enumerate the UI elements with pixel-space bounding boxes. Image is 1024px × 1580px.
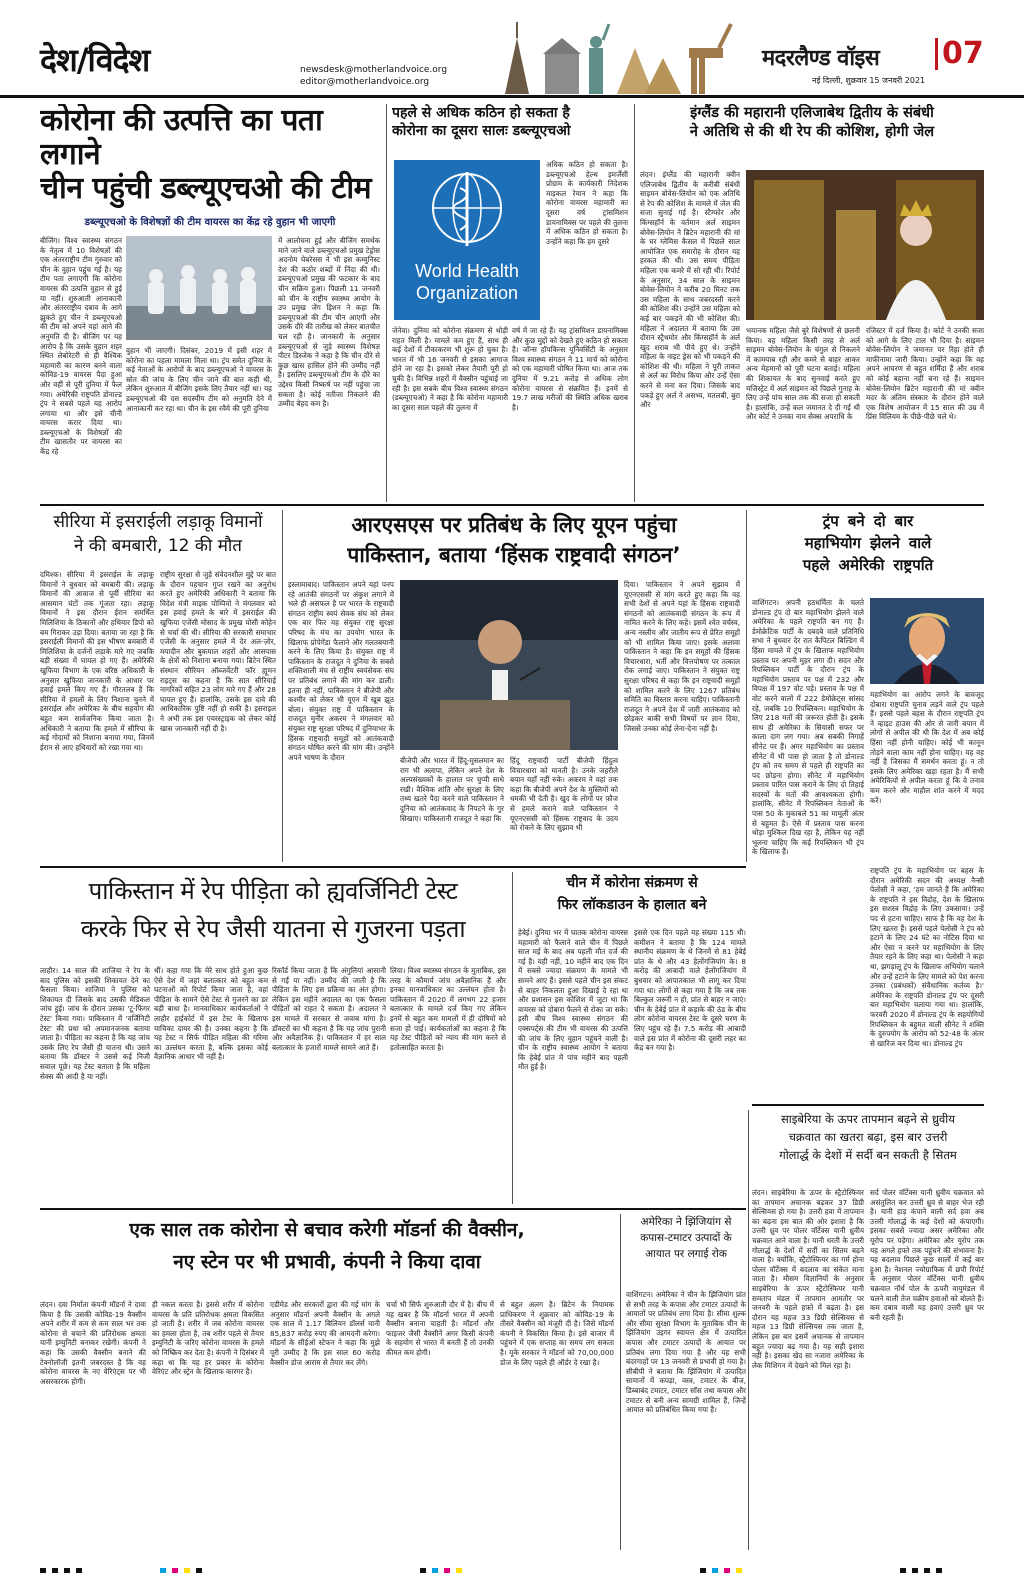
china-lockdown-headline-line2: फिर लॉकडाउन के हालात बने — [557, 897, 707, 913]
editor-email[interactable]: editor@motherlandvoice.org — [300, 77, 430, 87]
who-team-col2: वुहान भी जाएगी। दिसंबर, 2019 में इसी शहर में कोरोना का पहला मामला मिला था। ट्रंप समेत दुनिया के कई नेताओं के आरोपों के बाद डब्ल्यूएचओ ने वायरस के स्रोत की जांच के लिए चीन जाने की बात कही थी, लेकिन शुरुआत में बीजिंग इसके लिए तैयार नहीं था। यह डब्ल्यूएचओ की दस सदस्यीय टीम को अनुमति देने में आनाकानी कर रहा था। चीन के इस रवैये की पूरी दुनिया — [126, 346, 272, 413]
who-logo-line1: World Health — [415, 261, 519, 281]
syria-headline-line1: सीरिया में इसराईली लड़ाकू विमानों — [53, 512, 263, 532]
moderna-col2: ही नकल करता है। इससे शरीर में कोरोना वायरस के प्रति प्रतिरोधक क्षमता विकसित हो जाती है। शरीर में जब कोरोना वायरस का हमला होता है, तब शरीर पहले से तैयार इम्युनिटी के जरिए कोरोना वायरस के हमले को निष्क्रिय कर देता है। कंपनी ने दिसंबर में कहा था कि यह हर प्रकार के कोरोना वेरिएंट और स्ट्रेन के खिलाफ कारगर है। — [152, 1300, 264, 1377]
who-second-year-col2: वर्ष में जा रहे हैं। यह ट्रांसमिशन डायनामिक्स और कुछ मुद्दों को देखते हुए कठिन हो सकता है। जॉन्स हॉपकिन्स यूनिवर्सिटी के अनुसार विश्व स्वास्थ्य संगठन ने 11 मार्च को कोरोना को एक महामारी घोषित किया था। आज तक दुनिया में 9.21 करोड़ से अधिक लोग कोरोना वायरस से संक्रमित हैं। इनमें से 19.7 लाख मरीजों की स्थिति अधिक खराब है। — [512, 326, 628, 412]
moderna-col4: चर्चा भी सिर्फ शुरुआती दौर में है। बीच में यह खबर है कि मॉडर्ना भारत में अपनी वैक्सीन बनाना चाहती है। मॉडर्ना और फाइजर जैसी वैक्सीनें अगर किसी कंपनी के सहयोग से भारत में बनती हैं तो उनकी कीमत कम होगी। — [386, 1300, 494, 1357]
rss-col1: इस्लामाबाद। पाकिस्तान अपने यहां पनप रहे आतंकी संगठनों पर अंकुश लगाने में भले ही असफल है पर भारत के राष्ट्रवादी संगठन राष्ट्रीय स्वयं सेवक संघ को लेकर एक बार फिर यह संयुक्त राष्ट्र सुरक्षा परिषद के मंच का उपयोग भारत के खिलाफ प्रोपेगेंडा फैलाने और गलतबयानी करने के लिए किया है। संयुक्त राष्ट्र में पाकिस्तान के राजदूत ने दुनिया के सबसे शक्तिशाली मंच से राष्ट्रीय स्वयंसेवक संघ पर प्रतिबंध लगाने की मांग कर डाली। इतना ही नहीं, पाकिस्तान ने बीजेपी और कश्मीर को लेकर भी यूएन में खूब झूठ बोला। संयुक्त राष्ट्र में पाकिस्तान के राजदूत मुनीर अकरम ने मंगलवार को संयुक्त राष्ट्र सुरक्षा परिषद में दुनियाभर के हिंसक राष्ट्रवादी समूहों को आतंकवादी संगठन घोषित करने की मांग की। उन्होंने अपने भाषण के दौरान — [288, 580, 394, 762]
moderna-headline-line2: नए स्टेन पर भी प्रभावी, कंपनी ने किया दावा — [173, 1251, 481, 1273]
who-team-col3: में आलोचना हुई और बीजिंग समर्थक माने जाने वाले डब्ल्यूएचओ प्रमुख टेड्रोस अदनोम घेबरेसस ने भी इस कम्युनिस्ट देश की कठोर शब्दों में निंदा की थी। डब्ल्यूएचओ प्रमुख की फटकार के बाद चीन सक्रिय हुआ। पिछली 11 जनवरी को चीन के राष्ट्रीय स्वास्थ्य आयोग के उप प्रमुख जेंग इिशन ने कहा कि डब्ल्यूएचओ की टीम चीन आएगी और उसके दौरे की तारीख को लेकर बातचीत चल रही है। जानकारी के अनुसार डब्ल्यूएचओ से जुड़े स्वास्थ्य विशेषज्ञ पीटर डिस्जेक ने कहा है कि चीन दौरे से कुछ खास हासिल होने की उम्मीद नहीं है। इसलिए डब्ल्यूएचओ टीम के दौरे का उद्देश्य किसी निष्कर्ष पर नहीं पहुंचा जा सकता है। कोई नतीजा निकलने की उम्मीद बेहद कम है। — [278, 236, 380, 409]
masthead — [0, 0, 1024, 98]
trump-col3: राष्ट्रपति ट्रंप के महाभियोग पर बहस के दौरान अमेरिकी सदन की अध्यक्ष नैन्सी पेलोसी ने कहा, 'हम जानते हैं कि अमेरिका के राष्ट्रपति ने इस विद्रोह, देश के खिलाफ इस सशस्त्र विद्रोह के लिए उकसाया। उन्हें पद से हटना चाहिए। साफ है कि वह देश के लिए खतरा हैं। इससे पहले पेलोसी ने ट्रंप को हटाने के लिए 24 घंटे का नोटिस दिया था और ऐसा न करने पर महाभियोग के लिए तैयार रहने के लिए कहा था। पेलोसी ने कहा था, झगड़ालू ट्रंप के खिलाफ अभियोग चलाने और उन्हें हटाने के लिए मामले को पेश करना उनका (प्रबंधकों) संवैधानिक कर्तव्य है।' अमेरिका के राष्ट्रपति डोनाल्ड ट्रंप पर दूसरी बार महाभियोग चलाया गया था। हालांकि, फरवरी 2020 में डोनाल्ड ट्रंप के सहयोगियों रिपब्लिकन के बहुमत वाली सीनेट ने शक्ति के दुरुपयोग के आरोप को 52-48 के अंतर से खारिज कर दिया था। डोनाल्ड ट्रंप — [870, 866, 984, 1048]
moderna-headline — [40, 1214, 614, 1278]
syria-headline-line2: ने की बमबारी, 12 की मौत — [73, 536, 242, 556]
column-rule — [634, 104, 635, 502]
queen-article — [640, 104, 984, 164]
siberia-col2: सर्द पोलर वॉर्टेक्स यानी ध्रुवीय चक्रवात को असंतुलित कर उत्तरी ध्रुव से बाहर भेज रही है। यानी हाड़ कंपाने वाली सर्द हवा अब उत्तरी गोलार्द्ध के कई देशों को कंपाएगी। इसका सबसे ज्यादा असर अमेरिका और यूरोप पर पड़ेगा। अमेरिका और यूरोप तक यह अगले हफ्ते तक पहुंचने की संभावना है। यह बदलाव पिछले कुछ सालों में कई बार हुआ है। नेशनल ज्योग्राफिक में छपी रिपोर्ट के अनुसार पोलर वॉर्टेक्स यानी ध्रुवीय चक्रवात नॉर्थ पोल के ऊपरी वायुमंडल में चलने वाली तेज चक्रीय हवाओं को बोलते हैं। कम दबाव वाली यह हवाएं उत्तरी ध्रुव पर बनी रहती हैं। — [870, 1188, 984, 1322]
siberia-headline — [752, 1110, 984, 1164]
who-emblem-icon — [394, 160, 540, 256]
who-team-subhead: डब्ल्यूएचओ के विशेषज्ञों की टीम वायरस का केंद्र रहे वुहान भी जाएगी — [84, 217, 336, 228]
rss-col4: हिंदू राष्ट्रवादी पार्टी बीजेपी हिंदुत्व विचारधारा को मानती है। उनके जहरीले बयान यहाँ नहीं रुके। अकरम ने यहां तक कहा कि बीजेपी अपने देश के मुस्लिमों को धमकी भी देती है। खुद के लोगों पर फ़ौज से हमले कराने वाले पाकिस्तान ने यूएनएससी को हिंसक राष्ट्रवाद के उदय को रोकने के लिए सुझाव भी — [510, 756, 618, 833]
cotton-headline-line2: कपास-टमाटर उत्पादों के — [640, 1232, 732, 1244]
dateline: नई दिल्ली, शुक्रवार 15 जनवरी 2021 — [812, 76, 926, 85]
who-second-year-col-right: अधिक कठिन हो सकता है। डब्ल्यूएचओ हेल्थ इमर्जेंसी प्रोग्राम के कार्यकारी निदेशक माइकल रेयान ने कहा कि कोरोना वायरस महामारी का दूसरा वर्ष ट्रांसमिशन डायनामिक्स पर पहले की तुलना में अधिक कठिन हो सकता है। उन्होंने कहा कि हम दूसरे — [546, 160, 628, 246]
queen-headline-line2: ने अतिथि से की थी रेप की कोशिश, होगी जेल — [689, 124, 935, 140]
siberia-headline-line3: गोलार्द्ध के देशों में सर्दी बन सकती है सितम — [779, 1148, 957, 1162]
queen-headline — [640, 104, 984, 142]
trump-headline-line1: ट्रंप बने दो बार — [822, 512, 914, 530]
china-lockdown-col1: हेबेई। दुनिया भर में घातक कोरोना वायरस महामारी को फैलाने वाले चीन में पिछले साल मई के बाद अब पहली मौत दर्ज की गई है। यही नहीं, 10 महीने बाद एक दिन में सबसे ज्यादा संक्रमण के मामले भी सामने आए हैं। इससे पहले चीन इस संकट से बाहर निकलता हुआ दिखाई दे रहा था और प्रशासन इस कोशिश में जुटा था कि वायरस को दोबारा फैलने से रोका जा सके। इसी बीच विश्व स्वास्थ्य संगठन की एक्सपर्ट्स की टीम भी वायरस की उत्पत्ति की जांच के लिए वुहान पहुंचने वाली है। चीन के राष्ट्रीय स्वास्थ्य आयोग ने बताया कि हेबेई प्रांत में पांच महीने बाद पहली मौत हुई है। — [518, 928, 628, 1072]
column-rule — [746, 510, 747, 862]
who-team-headline-line1: कोरोना की उत्पत्ति का पता लगाने — [40, 104, 323, 172]
trump-headline-line2: महाभियोग झेलने वाले — [804, 534, 932, 552]
rss-col3: बीजेपी और भारत में हिंदू-मुसलमान का राग भी अलापा, लेकिन अपने देश के अल्पसंख्यकों के हालात पर चुप्पी साधे रखी। वैश्विक शांति और सुरक्षा के लिए तथ्य खतरे पैदा करने वाले पाकिस्तान ने दुनिया को आतंकवाद के निपटने के गुर सिखाए। पाकिस्तानी राजदूत ने कहा कि — [400, 756, 504, 823]
trump-col1: वाशिंगटन। अपनी हठधर्मिता के चलते डोनाल्ड ट्रंप दो बार महाभियोग झेलने वाले अमेरिका के पहले राष्ट्रपति बन गए हैं। डेमोक्रेटिक पार्टी के दबदबे वाले प्रतिनिधि सभा ने बुधवार देर रात कैपिटल बिल्डिंग में हिंसा मामले में ट्रंप के खिलाफ महाभियोग प्रस्ताव पर अपनी मुहर लगा दी। सदन और रिपब्लिकन पार्टी के दौरान ट्रंप के महाभियोग प्रस्ताव पर पक्ष में 232 और विपक्ष में 197 वोट पड़े। प्रस्ताव के पक्ष में वोट करने वालों में 222 डेमोक्रेट्स सांसद रहे, जबकि 10 रिपब्लिकन। महाभियोग के लिए 218 मतों की जरूरत होती है। इसके साथ ही अमेरिका के सियासी सफर पर काला दाग लग गया। अब सबकी निगाहें सीनेट पर हैं। अगर महाभियोग का प्रस्ताव सीनेट में भी पास हो जाता है तो डोनाल्ड ट्रंप को तय समय से पहले ही राष्ट्रपति का पद छोड़ना होगा। सीनेट में महाभियोग प्रस्ताव पारित पास कराने के लिए दो तिहाई सदस्यों के मतों की आवश्यकता होगी। हालांकि, सीनेट में रिपब्लिकन नेताओं के पास 50 के मुकाबले 51 का मामूली अंतर से बहुमत है। ऐसे में प्रस्ताव पास करना थोड़ा मुश्किल दिख रहा है, लेकिन यह नहीं भूलना चाहिए कि कई रिपब्लिकन भी ट्रंप के खिलाफ हैं। — [752, 598, 864, 857]
pakistan-test-headline-line1: पाकिस्तान में रेप पीड़िता को ह्यवर्जिनिटी टेस्ट — [88, 877, 458, 905]
un-speaker-photo — [400, 580, 618, 750]
who-second-year-headline-line2: कोरोना का दूसरा सालः डब्ल्यूएचओ — [392, 123, 571, 139]
page-number: 07 — [935, 38, 984, 70]
column-rule — [620, 1214, 621, 1550]
section-rule — [40, 1208, 746, 1210]
syria-article — [40, 510, 276, 566]
rss-article — [288, 510, 740, 576]
who-second-year-headline — [392, 104, 630, 140]
pakistan-test-col3: रिकॉर्ड किया जाता है कि अंगुलियां आसानी से गईं या नहीं। उम्मीद की जाती है कि पीड़िता के लिए इस प्रक्रिया का अंत होगा। लेकिन इस महीने अदालत का एक फैसला पीड़ितों को राहत दे सकता है। अदालत ने इस मामले में सरकार से जवाब मांगा है। डॉक्टरों का भी कहना है कि यह जांच पुरानी और अवैज्ञानिक है। पाकिस्तान में हर साल बलात्कार के हजारों मामले सामने आते हैं। — [272, 966, 386, 1052]
column-rule — [748, 1110, 749, 1550]
queen-col3: रजिस्टर में दर्ज किया है। कोर्ट ने उनकी सजा को आगे के लिए टाल भी दिया है। साइमन बोवेस-लियोन ने जमानत पर रिहा होते ही माफीनामा जारी किया। उन्होंने कहा कि वह अपने आचरण से बहुत शर्मिंदा हैं और शराब को कोई बहाना नहीं बना रहे हैं। साइमन बोवेस-लियोन ब्रिटेन महारानी की मां क्वीन मदर के अंतिम संस्कार के दौरान होने वाले एक विशेष आयोजन में 15 साल की उम्र में प्रिंस विलियम के पीछे-पीछे चले थे। — [866, 326, 984, 422]
syria-col1: दमिश्क। सीरिया में इसराईल के लड़ाकू विमानों ने बुधवार को बमबारी की। लड़ाकू विमानों की आवाज से पूर्वी सीरिया का आसमान घंटों तक गूंजता रहा। लड़ाकू विमानों ने इस दौरान ईरान समर्थित मिलिशिया के ठिकानों और हथियार डिपो को बम गिराकर उड़ा दिया। बताया जा रहा है कि इसराईली विमानों की इस भीषण बमबारी में मिलिशिया के दर्जनों लड़ाके मारे गए जबकि बड़ी संख्या में घायल हो गए हैं। अमेरिकी खुफिया विभाग के एक वरिष्ठ अधिकारी के अनुसार खुफिया जानकारी के आधार पर हवाई हमले किए गए हैं। गौरतलब है कि सीरिया में हमलों के लिए निशाना चुनने में इसराईल और अमेरिका के बीच सहयोग की बहुत कम सार्वजनिक किया जाता है। अधिकारी ने बताया कि हमले में सीरिया के कई गोदामों को निशाना बनाया गया, जिनमें ईरान से आए हथियारों को रखा गया था। — [40, 570, 154, 752]
china-lockdown-headline-line1: चीन में कोरोना संक्रमण से — [566, 875, 698, 891]
siberia-headline-line2: चक्रवात का खतरा बढ़ा, इस बार उत्तरी — [788, 1130, 948, 1144]
pakistan-test-headline — [40, 872, 506, 948]
trump-headline — [752, 510, 984, 576]
print-registration-marks — [0, 1560, 1024, 1580]
syria-col2: राष्ट्रीय सुरक्षा से जुड़े संवेदनशील मुद्दे पर बात के दौरान पहचान गुप्त रखने का अनुरोध करते हुए अमेरिकी अधिकारी ने बताया कि विदेश मंत्री माइक पोम्पियो ने मंगलवार को इस हवाई हमले के बारे में इसराईल की खुफिया एजेंसी मोसाद के प्रमुख योसी कोहेन से चर्चा की थी। सीरिया की सरकारी समाचार एजेंसी के अनुसार हमले में देर अल-ज़ोर, मयादीन और बुकमाल शहरों और आसपास के क्षेत्रों को निशाना बनाया गया। ब्रिटेन स्थित संस्थान सीरियन ऑब्जर्वेटरी फॉर ह्यूमन राइट्स का कहना है कि सात सीरियाई नागरिकों सहित 23 लोग मारे गए हैं और 28 घायल हुए हैं। हालांकि, उसके इस दावे की आधिकारिक पुष्टि नहीं हो सकी है। इसराइल ने अभी तक इस एयरस्ट्राइक को लेकर कोई खास जानकारी नहीं दी है। — [160, 570, 276, 733]
rss-headline-line2: पाकिस्तान, बताया ‘हिंसक राष्ट्रवादी संगठन’ — [347, 543, 681, 567]
china-lockdown-article — [518, 872, 746, 924]
pakistan-test-col4: लिया। विश्व स्वास्थ्य संगठन के मुताबिक, इस तरह के कौमार्य जांच अवैज्ञानिक हैं और इनका मानवाधिकार का उल्लंघन होता है। पाकिस्तान में 2020 में लगभग 22 हजार बलात्कार के मामले दर्ज किए गए लेकिन इनमें से बहुत कम मामलों में ही दोषियों को सजा हो पाई। कार्यकर्ताओं का कहना है कि यह टेस्ट पीड़ितों को न्याय की मांग करने से हतोत्साहित करता है। — [390, 966, 506, 1052]
who-second-year-headline-line1: पहले से अधिक कठिन हो सकता है — [392, 105, 570, 121]
section-rule — [40, 504, 984, 506]
who-team-photo — [126, 236, 272, 340]
cotton-headline — [626, 1214, 746, 1262]
who-team-headline-line2: चीन पहुंची डब्ल्यूएचओ की टीम — [40, 171, 372, 206]
china-lockdown-headline — [518, 872, 746, 916]
trump-col2: महाभियोग का आरोप लगने के बावजूद दोबारा राष्ट्रपति चुनाव लड़ने वाले ट्रंप पहले हैं। इससे पहले बहस के दौरान राष्ट्रपति ट्रंप ने व्हाइट हाउस की ओर से जारी बयान में लोगों से अपील की थी कि देश में अब कोई हिंसा नहीं होनी चाहिए। कोई भी कानून तोड़ने वाला काम नहीं होना चाहिए। यह वह नहीं है जिसका मैं समर्थन करता हूं। न तो इसके लिए अमेरिका खड़ा रहता है। मैं सभी अमेरिकियों से अपील करता हूं कि वे तनाव कम करने और माहौल शांत करने में मदद करें। — [870, 690, 984, 805]
cotton-article — [626, 1214, 746, 1286]
column-rule — [386, 104, 387, 502]
siberia-headline-line1: साइबेरिया के ऊपर तापमान बढ़ने से ध्रुवीय — [781, 1112, 955, 1126]
trump-photo — [870, 598, 984, 684]
brand-name: मदरलैण्ड वॉइस — [762, 46, 880, 71]
siberia-article — [752, 1110, 984, 1184]
who-second-year-col1: जेनेवा। दुनिया को कोरोना संक्रमण से थोड़ी राहत मिली है। मामले कम हुए हैं, साथ ही कई देशों में टीकाकरण भी शुरू हो चुका है। भारत में भी 16 जनवरी से इसका आगाज होने जा रहा है। इसको लेकर तैयारी पूरी हो चुकी है। विभिन्न शहरों में वैक्सीन पहुंचाई जा रही है। इस सबके बीच विश्व स्वास्थ्य संगठन (डब्ल्यूएचओ) ने कहा है कि कोरोना महामारी का दूसरा साल पहले की तुलना में — [392, 326, 508, 412]
moderna-col1: लंदन। दवा निर्माता कंपनी मॉडर्ना ने दावा किया है कि उसकी कोविड-19 वैक्सीन अपने शरीर में कम से कम साल भर तक कोरोना से बचाने की प्रतिरोधक क्षमता यानी इम्युनिटी बनाकर रखेगी। कंपनी ने कहा कि उसकी वैक्सीन बनाने की टेक्नोलॉजी इतनी जबरदस्त है कि वह कोरोना वायरस के नए वेरिएंट्स पर भी असरकारक होगी। — [40, 1300, 146, 1386]
china-lockdown-col2: इससे एक दिन पहले यह संख्या 115 थी। कमीशन ने बताया है कि 124 मामले स्थानीय संक्रमण के थे जिनमें से 81 हेबेई प्रांत के थे और 43 हेलोंगजियांग के। 8 करोड़ की आबादी वाले हेलोंगजियांग में बुधवार को आपातकाल भी लागू कर दिया गया था। लोगों से कहा गया है कि जब तक बिल्कुल जरूरी न हो, प्रांत से बाहर न जाएं। चीन के हेबेई प्रांत में कड़ाके की ठंड के बीच लोग कोरोना वायरस टेस्ट के दूसरे चरण के लिए पहुंच रहे हैं। 7.5 करोड़ की आबादी वाले इस प्रांत में कोरोना की दूसरी लहर का केंद्र बन गया है। — [634, 928, 746, 1053]
syria-headline — [40, 510, 276, 558]
queen-col2: भयानक महिला जैसे बुरे विशेषणों से छलनी किया। वह महिला किसी तरह से अर्ल साइमन बोवेस-लियोन के चंगुल से निकलने में कामयाब रही और कमरे से बाहर आकर अन्य मेहमानों को पूरी घटना बताई। महिला की शिकायत के बाद सुनवाई करते हुए मजिस्ट्रेट में अर्ल साइमन को पिछले गुनाह के लिए उन्हें पांच साल तक की सजा हो सकती है। हालांकि, उन्हें कल जमानत दे दी गई थी और कोर्ट ने उनका नाम सेक्स अपराधि के — [746, 326, 860, 422]
moderna-col5: से बहुत अलग है। ब्रिटेन के नियामक प्राधिकरण ने शुक्रवार को कोविड-19 के तीसरे वैक्सीन को मंजूरी दी है। जिसे मॉडर्ना कंपनी ने विकसित किया है। इसे बाजार में पहुंचने में एक सप्ताह का समय लग सकता है। यूके सरकार ने मॉडर्ना को 70,00,000 डोज के लिए पहले ही ऑर्डर दे रखा है। — [500, 1300, 614, 1367]
rss-headline-line1: आरएसएस पर प्रतिबंध के लिए यूएन पहुंचा — [351, 513, 677, 537]
who-logo-text — [394, 260, 540, 304]
cotton-col1: वाशिंगटन। अमेरिका ने चीन के झिंजियांग प्रांत से सभी तरह के कपास और टमाटर उत्पादों के आयातों पर प्रतिबंध लगा दिया है। सीमा शुल्क और सीमा सुरक्षा विभाग के मुताबिक चीन के झिंजियांग उइगर स्वायत्त क्षेत्र में उत्पादित कपास और टमाटर उत्पादों के आयात पर प्रतिबंध लगा दिया गया है और यह सभी बंदरगाहों पर 13 जनवरी से प्रभावी हो गया है। सीबीपी ने बताया कि झिंजियांग में उत्पादित सामानों में कपड़ा, वस्त्र, टमाटर के बीज, डिब्बाबंद टमाटर, टमाटर सॉस तथा कपास और टमाटर से बनी अन्य सामग्री शामिल हैं, जिन्हें आयात को प्रतिबंधित किया गया है। — [626, 1290, 746, 1415]
queen-headline-line1: इंग्लैंड की महारानी एलिजाबेथ द्वितीय के संबंधी — [690, 105, 934, 121]
who-team-col1: बीजिंग। विश्व स्वास्थ्य संगठन के नेतृत्व में 10 विशेषज्ञों की एक अंतरराष्ट्रीय टीम गुरुवार को चीन के वुहान पहुंच गई है। यह टीम पता लगाएगी कि कोरोना वायरस की उत्पत्ति वुहान से हुई या नहीं। शुरुआती आनाकानी और अंतरराष्ट्रीय दबाव के आगे झुकते हुए चीन ने डब्ल्यूएचओ की टीम को अपने यहां आने की अनुमति दी है। बीजिंग पर यह आरोप है कि उसके वुहान शहर स्थित लेबोरेटरी से ही वैश्विक महामारी का कारण बनने वाला कोविड-19 वायरस पैदा हुआ और वहीं से पूरी दुनिया में फैल गया। अमेरिकी राष्ट्रपति डोनाल्ड ट्रंप ने सबसे पहले यह आरोप लगाया था और इसे चीनी वायरस करार दिया था। डब्ल्यूएचओ के विशेषज्ञों की टीम खासतौर पर वायरस का केंद्र रहे — [40, 236, 122, 457]
newsdesk-email[interactable]: newsdesk@motherlandvoice.org — [300, 65, 448, 75]
queen-col1: लंदन। इंग्लैंड की महारानी क्वीन एलिजाबेथ द्वितीय के करीबी संबंधी साइमन बोवेस-लियोन को एक अतिथि से रेप की कोशिश के मामले में जेल की सजा सुनाई गई है। स्टैम्फोर और किंग्सहॉर्न के वर्तमान अर्ल साइमन बोवेस-लियोन ने ब्रिटेन महारानी की मां के घर ग्लेमिस कैसल में पिछले साल आयोजित एक समारोह के दौरान यह हरकत की थी। उस समय पीड़िता महिला एक कमरे में सो रही थी। रिपोर्ट के अनुसार, 34 साल के साइमन बोवेस-लियोन ने करीब 20 मिनट तक उस महिला के साथ जबरदस्ती करने की कोशिश की। उन्होंने उस महिला को कई बार पकड़ने की भी कोशिश की। महिला ने अदालत में बताया कि उस दौरान स्ट्रैथमोर और किंग्सहॉर्न के अर्ल खुद शराब भी पीये हुए थे। उन्होंने महिला के नाइट ड्रेस को भी पकड़ने की कोशिश की थी। महिला ने पूरी ताकत से अर्ल का विरोध किया और उन्हें ऐसा करने से मना कर दिया। जिसके बाद पकड़े हुए अर्ल ने असभ्य, मतलबी, बुरा और — [640, 170, 740, 410]
who-logo — [394, 160, 540, 320]
column-rule — [512, 872, 513, 1204]
who-team-headline — [40, 104, 380, 206]
cotton-headline-line1: अमेरिका ने झिंजियांग से — [640, 1216, 732, 1228]
pakistan-test-headline-line2: करके फिर से रेप जैसी यातना से गुजरना पड़ता — [80, 915, 466, 943]
contact-emails — [300, 64, 447, 88]
section-rule — [752, 1104, 984, 1106]
moderna-article — [40, 1214, 614, 1298]
section-title: देश/विदेश — [40, 41, 150, 79]
column-rule — [282, 510, 283, 862]
moderna-headline-line1: एक साल तक कोरोना से बचाव करेगी मॉडर्ना की वैक्सीन, — [129, 1219, 525, 1241]
trump-article — [752, 510, 984, 596]
pakistan-test-col2: थीं। कहा गया कि मेरे साथ होते हुआ कुछ ऐसे देश में जहां बलात्कार को बहुत कम घटनाओं को रिपोर्ट किया जाता है, वहां पीड़िता के सामने ऐसे टेस्ट से गुजरने का डर बड़ी बाधा है। मानवाधिकार कार्यकर्ताओं ने लाहौर हाईकोर्ट में इस टेस्ट के खिलाफ याचिका दायर की है। उनका कहना है कि यह टेस्ट न सिर्फ पीड़ित महिला की गरिमा का उल्लंघन करता है, बल्कि इसका कोई वैज्ञानिक आधार भी नहीं है। — [154, 966, 268, 1062]
pakistan-test-col1: लाहौर। 14 साल की शाजिया ने रेप के बाद पुलिस को इसकी शिकायत देने का फैसला किया। शाजिया ने पुलिस को शिकायत दी जिसके बाद उसकी मेडिकल जांच हुई। जांच के दौरान उसका 'टू-फिंगर टेस्ट' किया गया। पाकिस्तान में 'वर्जिनिटी टेस्ट' की प्रथा को अपमानजनक बताया जाता है। पीड़िता का कहना है कि यह जांच उसके लिए रेप जैसी ही यातना थी। उसने बताया कि डॉक्टर ने उससे कई निजी सवाल पूछे। यह टेस्ट बताता है कि महिला सेक्स की आदी है या नहीं। — [40, 966, 150, 1081]
cotton-headline-line3: आयात पर लगाई रोक — [645, 1248, 727, 1260]
trump-headline-line3: पहले अमेरिकी राष्ट्रपति — [802, 556, 934, 574]
pakistan-test-article — [40, 872, 506, 962]
rss-headline — [288, 510, 740, 570]
queen-photo — [746, 170, 984, 320]
section-rule — [40, 866, 746, 868]
who-logo-line2: Organization — [415, 283, 519, 303]
moderna-col3: एडीमेड और सरकारों द्वारा की गई मांग के अनुसार मॉडर्ना अपनी वैक्सीन के अगले एक साल में 1.17 बिलियन डॉलर्स यानी 85,837 करोड़ रुपए की आमदनी करेगा। मॉडर्ना के सीईओ स्टेफन ने कहा कि मुझे पूरी उम्मीद है कि इस साल 60 करोड़ वैक्सीन डोज आराम से तैयार कर लेंगे। — [270, 1300, 380, 1367]
siberia-col1: लंदन। साइबेरिया के ऊपर के स्ट्रैटोस्फियर का तापमान अचानक बढ़कर 37 डिग्री सेल्सियस हो गया है। उत्तरी हवा में तापमान का बढ़ना इस बात की ओर इशारा है कि उत्तरी ध्रुव पर पोलर वॉर्टेक्स यानी ध्रुवीय चक्रवात आने वाला है। यानी धरती के उत्तरी गोलार्द्ध के देशों में सर्दी का सितम बढ़ने वाला है। क्योंकि, स्ट्रैटोस्फियर का गर्म होना पोलर वॉर्टेक्स में बदलाव का संकेत माना जाता है। मौसम विज्ञानियों के अनुसार साइबेरिया के ऊपर स्ट्रैटोस्फियर यानी समताप मंडल में तापमान आमतौर पर जनवरी के पहले हफ्ते में बढ़ता है। इस दौरान यह महज 33 डिग्री सेल्सियस से महज 13 डिग्री सेल्सियस तक जाता है, लेकिन इस बार इसमें अचानक से तापमान बहुत ज्यादा बढ़ गया है। यह सही इशारा नहीं है। इसका खेद सा नजारा अमेरिका के लेक मिशिगन में देखने को मिल रहा है। — [752, 1188, 864, 1370]
landmarks-illustration — [485, 18, 745, 94]
rss-col2: दिया। पाकिस्तान ने अपने सुझाव में यूएनएससी से मांग करते हुए कहा कि वह सभी देशों से अपने यहां के हिंसक राष्ट्रवादी संगठनों को आतंकवादी संगठन के रूप में नामित करने के लिए कहे। इसमें श्वेत वर्चस्व, अन्य नस्लीय और जातीय रूप से प्रेरित समूहों को भी शामिल किया जाए। इसके अलावा पाकिस्तान ने कहा कि इन समूहों की हिंसक विचारधारा, भर्ती और वित्तपोषण पर तत्काल रोक लगाई जाए। पाकिस्तान ने संयुक्त राष्ट्र सुरक्षा परिषद से कहा कि इन राष्ट्रवादी समूहों को शामिल करने के लिए 1267 प्रतिबंध समिति का विस्तार करना चाहिए। पाकिस्तानी राजदूत ने अपने देश में जारी आतंकवाद को छोड़कर बाकी सभी विषयों पर ज्ञान दिया, जिससे उनका कोई लेना-देना नहीं है। — [624, 580, 740, 733]
